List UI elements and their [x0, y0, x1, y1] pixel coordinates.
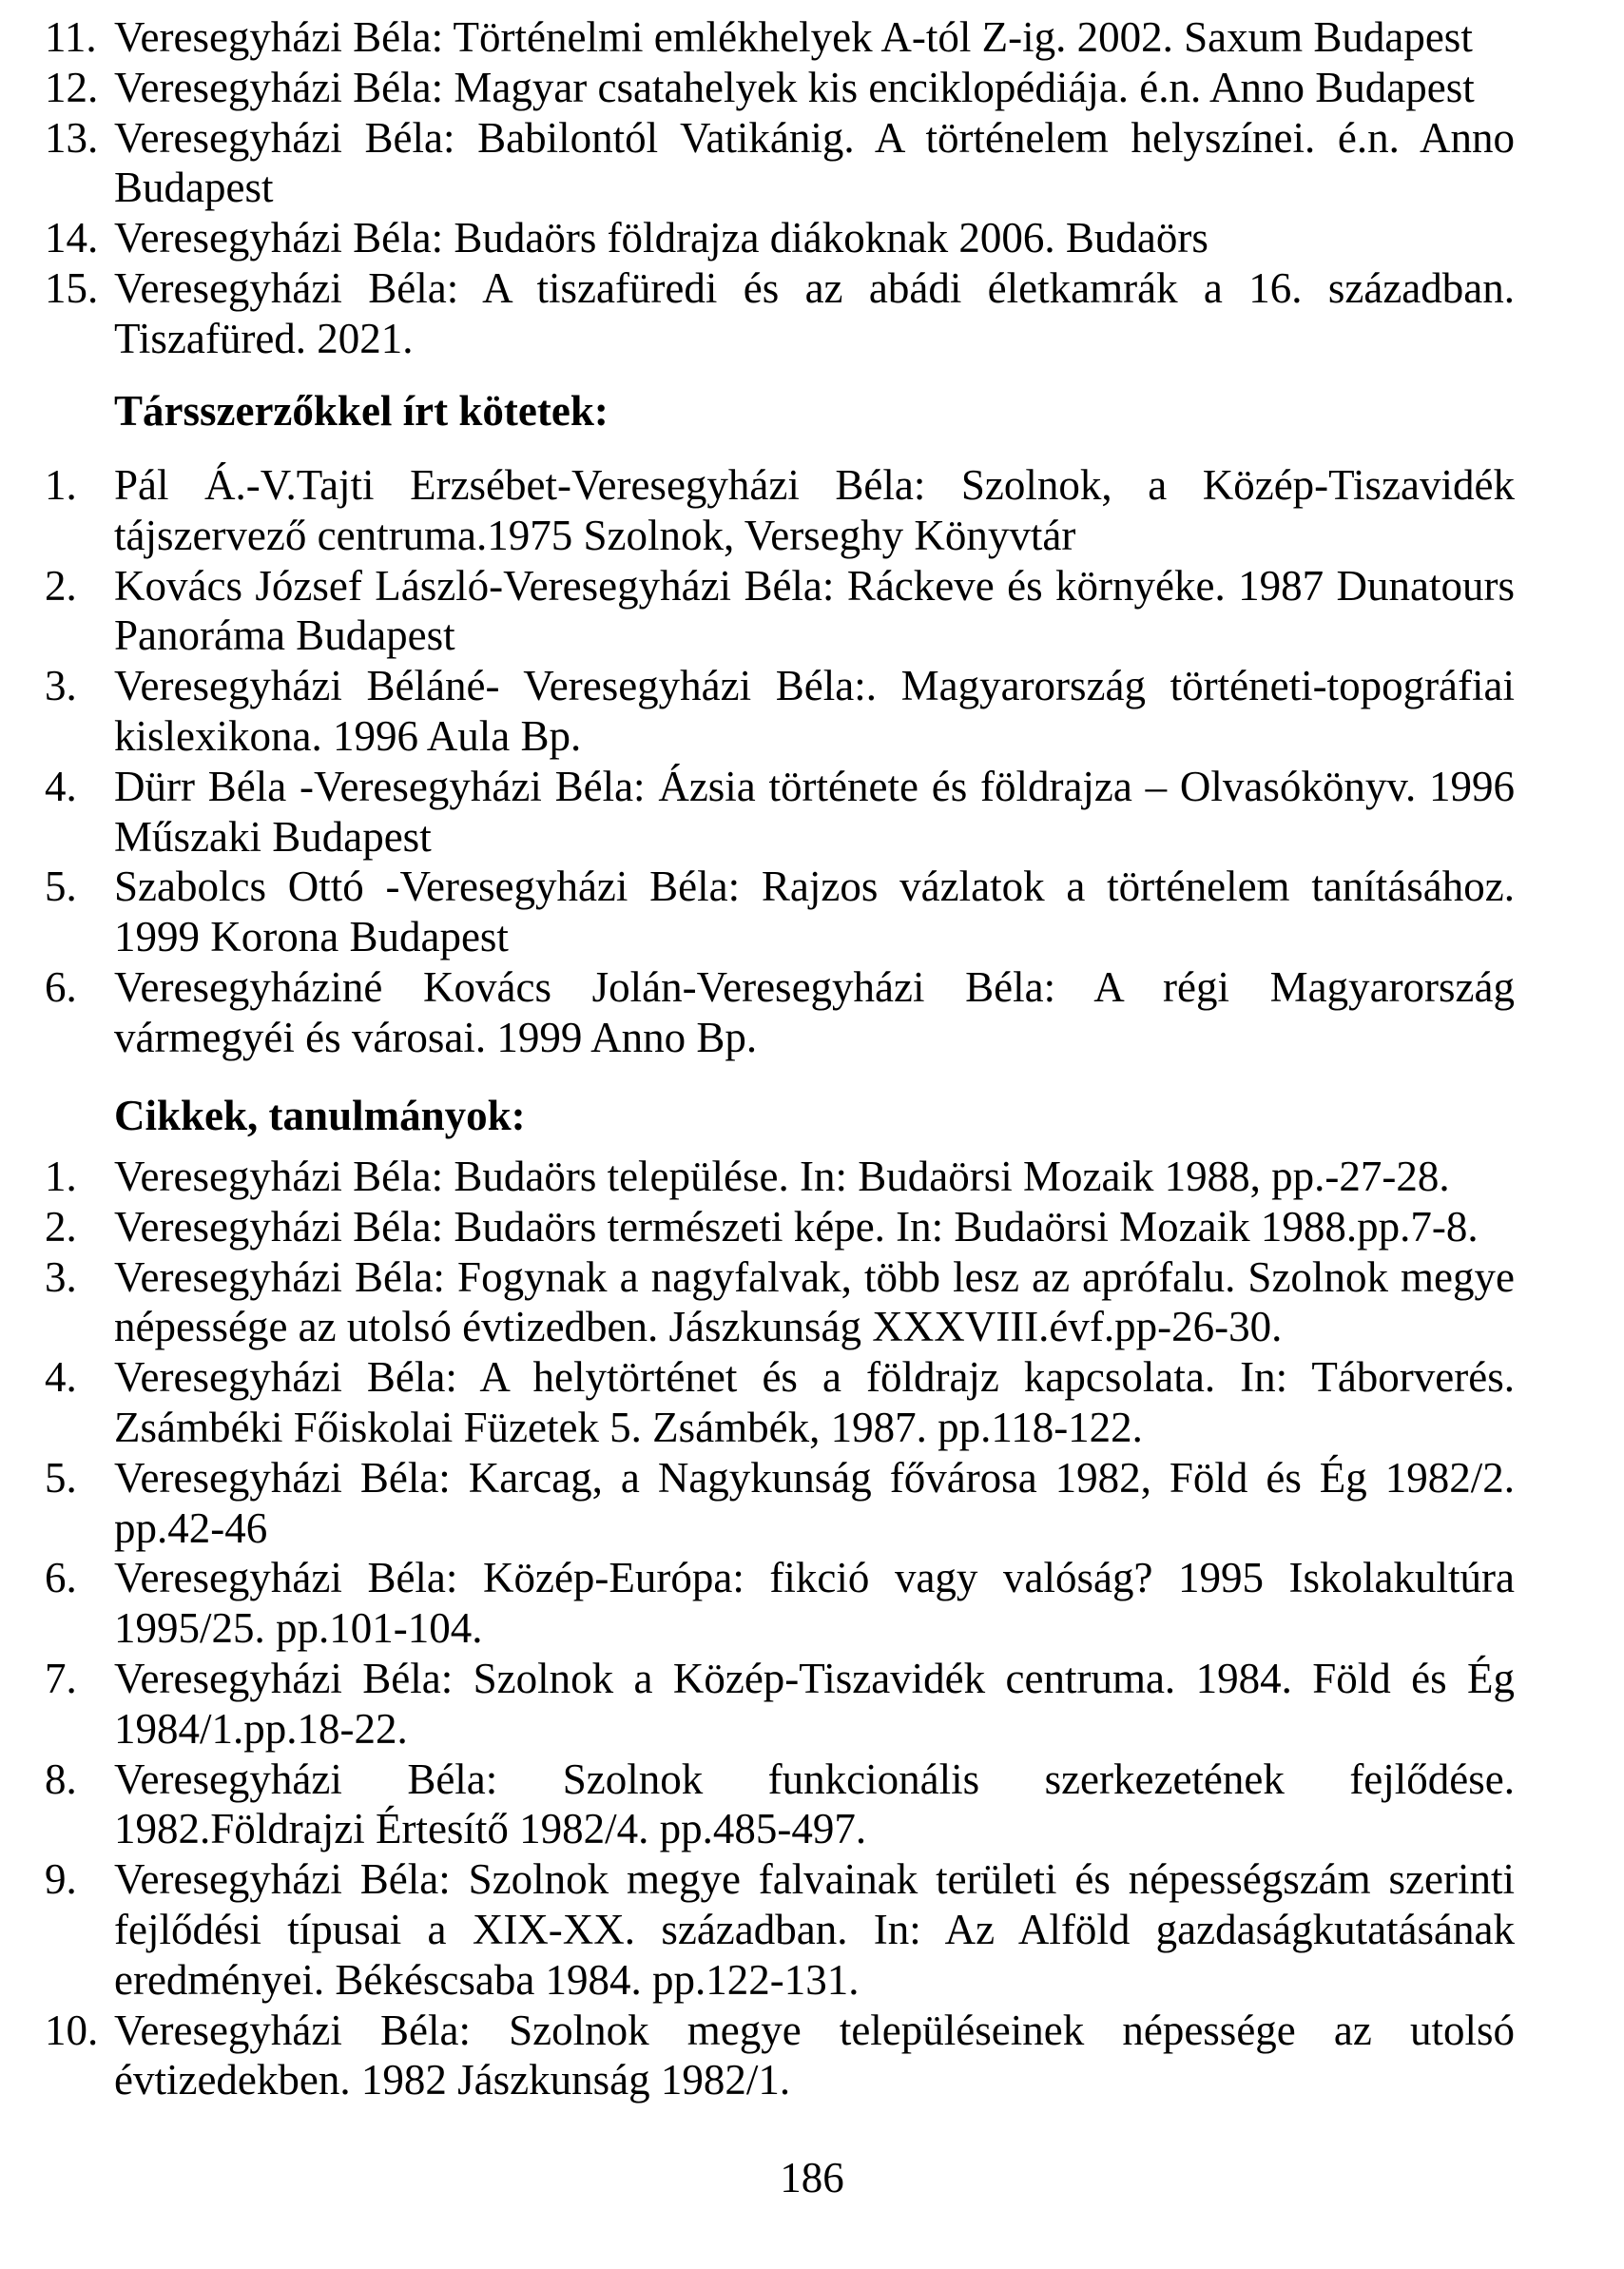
item-number: 11.	[45, 13, 97, 61]
item-text-line: Veresegyházi Béla: Karcag, a Nagykunság fővárosa 1982, Föld és Ég 1982/2.	[114, 1453, 1515, 1502]
item-text-line: Veresegyházi Béla: Budaörs települése. In: Budaörsi Mozaik 1988, pp.-27-28.	[114, 1153, 1450, 1200]
item-number: 3.	[45, 662, 77, 710]
item-text-line: Veresegyházi Béla: Szolnok a Közép-Tiszavidék centruma. 1984. Föld és Ég	[114, 1654, 1515, 1702]
item-number: 5.	[45, 1453, 77, 1502]
item-text-line: Veresegyházi Béla: Szolnok funkcionális szerkezetének fejlődése.	[114, 1755, 1515, 1803]
item-text-line: Kovács József László-Veresegyházi Béla: Ráckeve és környéke. 1987 Dunatours	[114, 561, 1515, 610]
item-text-line: évtizedekben. 1982 Jászkunság 1982/1.	[114, 2056, 791, 2104]
item-number: 2.	[45, 1202, 77, 1251]
item-text-line: 1984/1.pp.18-22.	[114, 1704, 408, 1753]
list-item	[0, 762, 1624, 863]
list-item	[0, 1453, 1624, 1554]
list-item	[0, 1755, 1624, 1855]
list-item	[0, 1152, 1624, 1202]
item-text-line: pp.42-46	[114, 1503, 268, 1552]
item-number: 1.	[45, 461, 77, 509]
item-number: 6.	[45, 1554, 77, 1602]
list-item	[0, 1202, 1624, 1252]
item-text-line: népessége az utolsó évtizedben. Jászkunság XXXVIII.évf.pp-26-30.	[114, 1303, 1283, 1351]
list-item	[0, 661, 1624, 762]
item-text-line: vármegyéi és városai. 1999 Anno Bp.	[114, 1013, 758, 1061]
item-text-line: Veresegyházi Béla: Közép-Európa: fikció vagy valóság? 1995 Iskolakultúra	[114, 1554, 1515, 1602]
item-text-line: Műszaki Budapest	[114, 812, 432, 861]
list-item	[0, 12, 1624, 63]
item-text-line: Veresegyházi Béla: Fogynak a nagyfalvak, több lesz az aprófalu. Szolnok megye	[114, 1252, 1515, 1301]
item-number: 4.	[45, 1353, 77, 1402]
coauthored-volumes-list	[0, 460, 1624, 1063]
item-number: 13.	[45, 113, 99, 162]
item-text-line: Zsámbéki Főiskolai Füzetek 5. Zsámbék, 1987. pp.118-122.	[114, 1403, 1143, 1451]
item-text-line: tájszervező centruma.1975 Szolnok, Verseghy Könyvtár	[114, 511, 1076, 559]
item-number: 6.	[45, 962, 77, 1011]
item-text-line: Veresegyházi Béla: Szolnok megye falvainak területi és népességszám szerinti	[114, 1855, 1515, 1904]
publication-list-continued	[0, 12, 1624, 364]
item-text-line: 1995/25. pp.101-104.	[114, 1604, 483, 1653]
item-text-line: fejlődési típusai a XIX-XX. században. In: Az Alföld gazdaságkutatásának	[114, 1905, 1515, 1953]
item-text-line: Szabolcs Ottó -Veresegyházi Béla: Rajzos vázlatok a történelem tanításához.	[114, 863, 1515, 911]
item-number: 8.	[45, 1755, 77, 1803]
item-number: 12.	[45, 63, 99, 111]
section-heading-coauthored-volumes: Társszerzőkkel írt kötetek:	[114, 387, 609, 435]
item-number: 10.	[45, 2006, 99, 2054]
list-item	[0, 1252, 1624, 1353]
list-item	[0, 962, 1624, 1063]
item-text-line: Veresegyházi Béla: Történelmi emlékhelyek A-tól Z-ig. 2002. Saxum Budapest	[114, 13, 1473, 61]
list-item	[0, 113, 1624, 214]
item-text-line: Pál Á.-V.Tajti Erzsébet-Veresegyházi Béla: Szolnok, a Közép-Tiszavidék	[114, 461, 1515, 509]
item-number: 1.	[45, 1153, 77, 1200]
item-text-line: kislexikona. 1996 Aula Bp.	[114, 711, 582, 760]
item-text-line: Veresegyházi Béla: Babilontól Vatikánig. A történelem helyszínei. é.n. Anno	[114, 113, 1515, 162]
list-item	[0, 213, 1624, 263]
item-text-line: Veresegyházi Béla: A helytörténet és a földrajz kapcsolata. In: Táborverés.	[114, 1353, 1515, 1402]
item-text-line: 1999 Korona Budapest	[114, 913, 509, 961]
list-item	[0, 1854, 1624, 2005]
item-text-line: Veresegyházi Béláné- Veresegyházi Béla:. Magyarország történeti-topográfiai	[114, 662, 1515, 710]
item-text-line: eredményei. Békéscsaba 1984. pp.122-131.	[114, 1955, 860, 2004]
item-text-line: Veresegyházi Béla: A tiszafüredi és az abádi életkamrák a 16. században.	[114, 263, 1515, 312]
item-text-line: Veresegyházi Béla: Budaörs földrajza diákoknak 2006. Budaörs	[114, 214, 1208, 262]
list-item	[0, 1553, 1624, 1654]
item-text-line: Veresegyháziné Kovács Jolán-Veresegyházi Béla: A régi Magyarország	[114, 962, 1515, 1011]
section-heading-articles-studies: Cikkek, tanulmányok:	[114, 1092, 526, 1139]
list-item	[0, 1352, 1624, 1453]
item-number: 3.	[45, 1252, 77, 1301]
item-number: 7.	[45, 1654, 77, 1702]
page-number: 186	[780, 2154, 844, 2201]
list-item	[0, 63, 1624, 113]
list-item	[0, 862, 1624, 962]
list-item	[0, 1654, 1624, 1755]
item-number: 15.	[45, 263, 99, 312]
list-item	[0, 460, 1624, 561]
item-text-line: Tiszafüred. 2021.	[114, 314, 414, 362]
list-item	[0, 561, 1624, 662]
articles-studies-list	[0, 1152, 1624, 2105]
item-number: 2.	[45, 561, 77, 610]
item-text-line: Budapest	[114, 164, 274, 212]
item-text-line: 1982.Földrajzi Értesítő 1982/4. pp.485-497.	[114, 1805, 867, 1853]
item-number: 4.	[45, 762, 77, 810]
item-number: 9.	[45, 1855, 77, 1904]
item-text-line: Veresegyházi Béla: Szolnok megye településeinek népessége az utolsó	[114, 2006, 1515, 2054]
item-text-line: Dürr Béla -Veresegyházi Béla: Ázsia története és földrajza – Olvasókönyv. 1996	[114, 762, 1515, 810]
item-number: 5.	[45, 863, 77, 911]
list-item	[0, 263, 1624, 364]
item-text-line: Veresegyházi Béla: Budaörs természeti képe. In: Budaörsi Mozaik 1988.pp.7-8.	[114, 1202, 1479, 1251]
item-number: 14.	[45, 214, 99, 262]
list-item	[0, 2006, 1624, 2106]
item-text-line: Panoráma Budapest	[114, 611, 455, 660]
item-text-line: Veresegyházi Béla: Magyar csatahelyek kis enciklopédiája. é.n. Anno Budapest	[114, 63, 1475, 111]
